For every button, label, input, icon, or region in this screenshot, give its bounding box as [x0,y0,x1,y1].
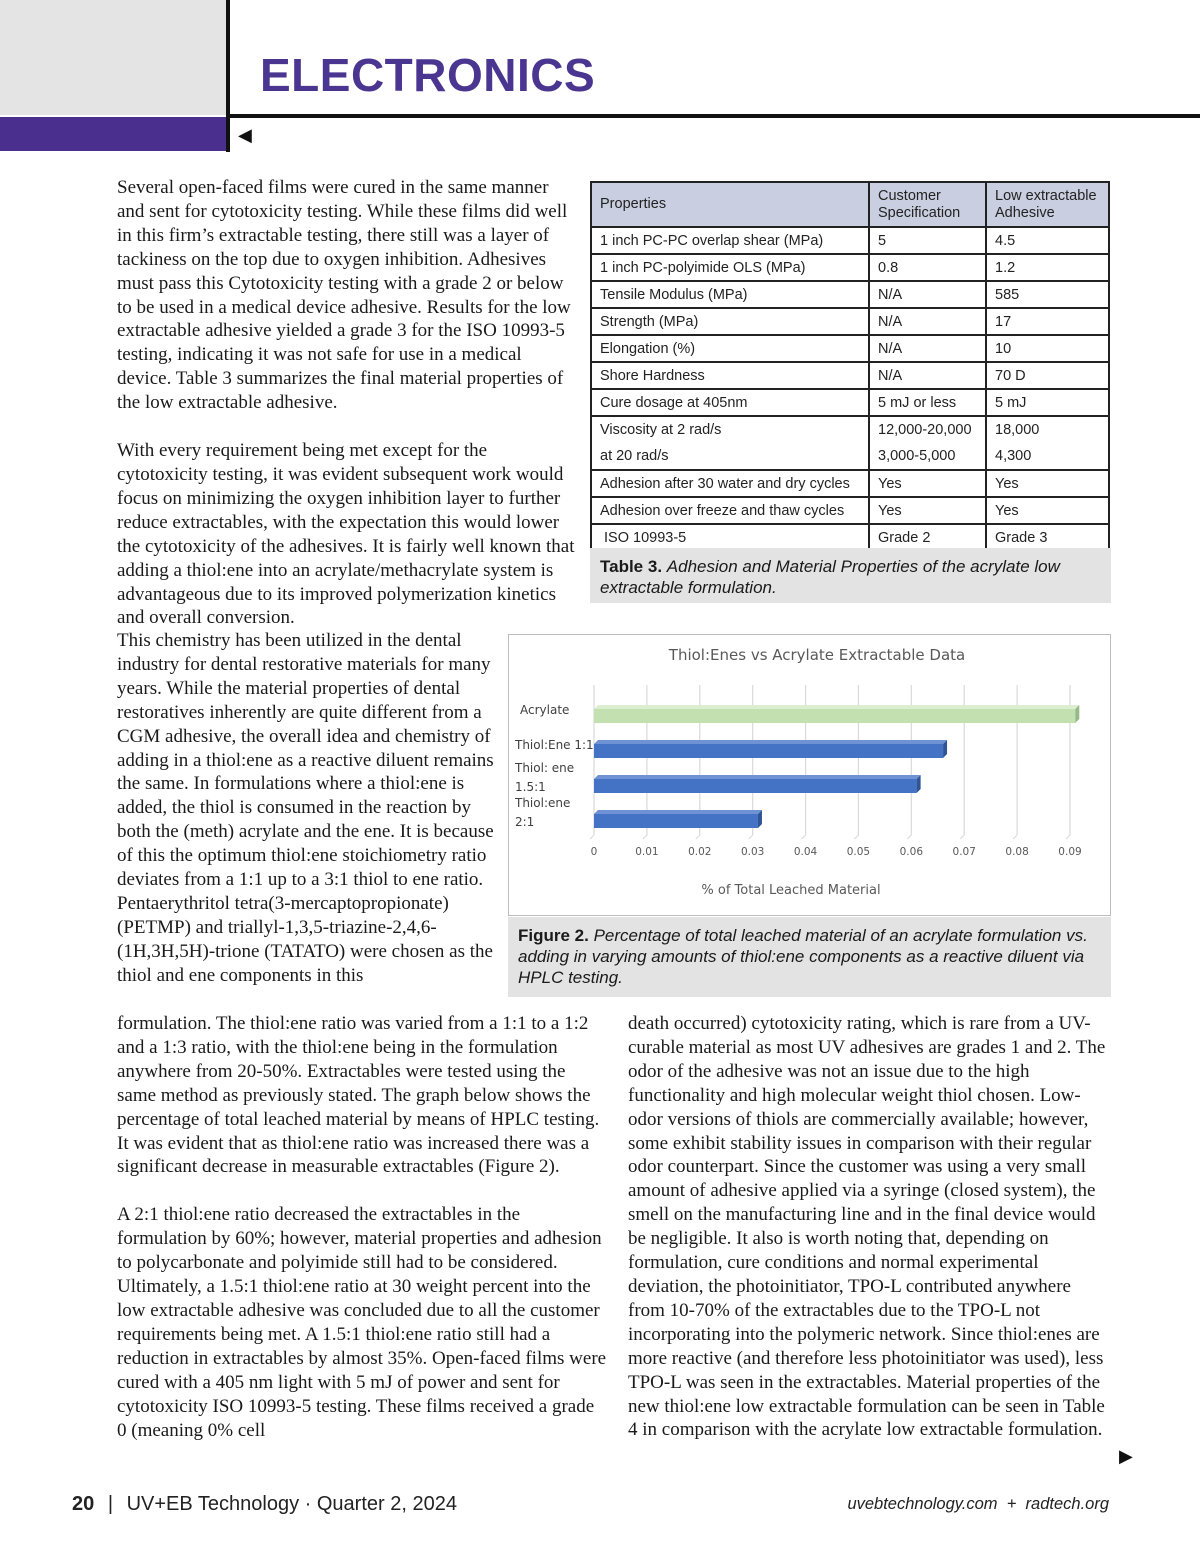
page-number: 20 [72,1493,95,1515]
caption-text: Percentage of total leached material of an acrylate formulation vs. adding in varying amounts of thiol:ene components as a reactive diluent via HPLC testing. [518,926,1088,987]
publication-name: UV+EB Technology · Quarter 2, 2024 [126,1493,457,1515]
header-divider-horizontal [226,114,1200,118]
table-row [591,335,1109,362]
table-cell: Adhesion after 30 water and dry cycles [591,470,869,497]
x-tick-label: 0.01 [635,846,659,858]
body-column-left-bottom [117,1012,607,1442]
table-cell: Strength (MPa) [591,308,869,335]
table-row [591,362,1109,389]
table-cell: 585 [986,281,1109,308]
body-column-left-top [117,176,577,630]
table-header-cell: Customer Specification [869,182,986,227]
bar [594,709,1075,723]
paragraph: formulation. The thiol:ene ratio was varied from a 1:1 to a 1:2 and a 1:3 ratio, with the thiol:ene being in the formulation anywhere from 20-50%. Extractables were tested using the same method as previously stated. The graph below shows the percentage of total leached material by means of HPLC testing. It was evident that as thiol:ene ratio was increased there was a significant decrease in measurable extractables (Figure 2). [117,1013,600,1178]
category-label: Thiol:Ene 1:1 [515,738,594,752]
bar-top [594,775,921,779]
figure-2-chart [508,634,1111,916]
x-tick-label: 0.08 [1005,846,1029,858]
grid-line [960,835,964,839]
table-cell: Adhesion over freeze and thaw cycles [591,497,869,524]
grid-line [749,835,753,839]
table-cell: 3,000-5,000 [869,443,986,470]
table-cell: Grade 2 [869,524,986,551]
grid-line [907,835,911,839]
x-axis-label: % of Total Leached Material [701,883,881,898]
x-tick-label: 0.05 [846,846,871,858]
table-caption [590,548,1111,603]
table-header-row [591,182,1109,227]
table-row [591,227,1109,254]
table-cell: ISO 10993-5 [591,524,869,551]
header-purple-bar [0,117,226,151]
bar-top [594,810,762,814]
table-row [591,470,1109,497]
table-cell: N/A [869,335,986,362]
table-cell: 5 mJ or less [869,389,986,416]
grid-line [643,835,647,839]
table-cell: at 20 rad/s [591,443,869,470]
table-cell: 1 inch PC-polyimide OLS (MPa) [591,254,869,281]
back-arrow-icon: ◀ [238,125,252,146]
x-tick-label: 0 [590,846,598,858]
table-cell: Cure dosage at 405nm [591,389,869,416]
grid-line [1066,835,1070,839]
header-gray-block [0,0,226,115]
table-cell: 10 [986,335,1109,362]
grid-line [854,835,858,839]
category-label: Thiol:ene 2:1 [515,796,571,829]
caption-label: Table 3. [600,557,663,576]
table-cell: Tensile Modulus (MPa) [591,281,869,308]
table-row [591,308,1109,335]
table-cell: Shore Hardness [591,362,869,389]
category-label: Thiol: ene 1.5:1 [515,761,575,794]
table-cell: Grade 3 [986,524,1109,551]
table-row [591,524,1109,551]
bar-top [594,740,947,744]
paragraph: death occurred) cytotoxicity rating, which is rare from a UV-curable material as most UV adhesives are grades 1 and 2. The odor of the adhesive was not an issue due to the high functionality and high molecular weight thiol chosen. Low-odor versions of thiols are commercially available; however, some exhibit stability issues in comparison with their regular odor counterpart. Since the customer was using a very small amount of adhesive applied via a syringe (closed system), the smell on the manufacturing line and in the final device would be negligible. It also is worth noting that, depending on formulation, cure conditions and normal experimental deviation, the photoinitiator, TPO-L contributed anywhere from 10-70% of the extractables due to the TPO-L not incorporating into the polymeric network. Since thiol:enes are more reactive (and therefore less photoinitiator was used), less TPO-L was seen in the extractables. Material properties of the new thiol:ene low extractable formulation can be seen in Table 4 in comparison with the acrylate low extractable formulation. [628,1013,1106,1441]
table-row [591,497,1109,524]
table-header-cell: Properties [591,182,869,227]
grid-line [802,835,806,839]
table-3 [590,181,1110,552]
continue-arrow-icon: ▶ [1119,1446,1133,1467]
table-cell: 12,000-20,000 [869,416,986,443]
table-cell: 17 [986,308,1109,335]
grid-line [696,835,700,839]
table-cell: 4,300 [986,443,1109,470]
table-row [591,254,1109,281]
table-cell: 4.5 [986,227,1109,254]
table-cell: Elongation (%) [591,335,869,362]
footer-separator: | [107,1493,114,1515]
paragraph: With every requirement being met except for the cytotoxicity testing, it was evident subsequent work would focus on minimizing the oxygen inhibition layer to further reduce extractables, with the expectation this would lower the cytotoxicity of the adhesives. It is fairly well known that adding a thiol:ene into an acrylate/methacrylate system is advantageous due to its improved polymerization kinetics and overall conversion. [117,440,575,629]
paragraph: Several open-faced films were cured in the same manner and sent for cytotoxicity testing. While these films did well in this firm’s extractable testing, there still was a layer of tackiness on the top due to oxygen inhibition. Adhesives must pass this Cytotoxicity testing with a grade 2 or below to be used in a medical device adhesive. Results for the low extractable adhesive yielded a grade 3 for the ISO 10993-5 testing, indicating it was not safe for use in a medical device. Table 3 summarizes the final material properties of the low extractable adhesive. [117,177,571,414]
x-tick-label: 0.02 [688,846,712,858]
grid-line [590,835,594,839]
caption-text: Adhesion and Material Properties of the acrylate low extractable formulation. [600,557,1060,597]
table-row [591,281,1109,308]
table-cell: 5 [869,227,986,254]
x-tick-label: 0.06 [899,846,924,858]
footer-left [72,1493,457,1516]
body-column-right [628,1012,1110,1442]
bar-chart [509,635,1112,917]
table-row [591,416,1109,443]
table-cell: 70 D [986,362,1109,389]
bar [594,779,917,793]
table-cell: 1.2 [986,254,1109,281]
table-cell: N/A [869,308,986,335]
x-tick-label: 0.07 [952,846,976,858]
header-divider-vertical [226,0,230,152]
table-cell: Viscosity at 2 rad/s [591,416,869,443]
table-cell: N/A [869,362,986,389]
table-cell: N/A [869,281,986,308]
bar-top [594,705,1079,709]
table-row [591,389,1109,416]
table-cell: Yes [986,470,1109,497]
x-tick-label: 0.04 [793,846,818,858]
table-row [591,443,1109,470]
paragraph: A 2:1 thiol:ene ratio decreased the extractables in the formulation by 60%; however, material properties and adhesion to polycarbonate and polyimide still had to be considered. Ultimately, a 1.5:1 thiol:ene ratio at 30 weight percent into the low extractable adhesive was concluded due to all the customer requirements being met. A 1.5:1 thiol:ene ratio still had a reduction in extractables by almost 35%. Open-faced films were cured with a 405 nm light with 5 mJ of power and sent for cytotoxicity ISO 10993-5 testing. These films received a grade 0 (meaning 0% cell [117,1204,607,1441]
table-cell: 0.8 [869,254,986,281]
chart-title: Thiol:Enes vs Acrylate Extractable Data [668,646,966,664]
body-column-wrap [117,629,495,988]
grid-line [1013,835,1017,839]
x-tick-label: 0.03 [740,846,765,858]
table-cell: Yes [869,470,986,497]
paragraph: This chemistry has been utilized in the dental industry for dental restorative materials for many years. While the material properties of dental restoratives inherently are quite different from a CGM adhesive, the overall idea and chemistry of adding in a thiol:ene as a reactive diluent remains the same. In formulations where a thiol:ene is added, the thiol is consumed in the reaction by both the (meth) acrylate and the ene. It is because of this the optimum thiol:ene stoichiometry ratio deviates from a 1:1 up to a 3:1 thiol to ene ratio. Pentaerythritol tetra(3-mercaptopropionate) (PETMP) and triallyl-1,3,5-triazine-2,4,6-(1H,3H,5H)-trione (TATATO) were chosen as the thiol and ene components in this [117,630,494,986]
table-cell: 1 inch PC-PC overlap shear (MPa) [591,227,869,254]
bar [594,814,758,828]
table-cell: 18,000 [986,416,1109,443]
footer-sites: uvebtechnology.com + radtech.org [847,1495,1109,1513]
caption-label: Figure 2. [518,926,589,945]
figure-caption [508,917,1111,997]
category-label: Acrylate [520,703,570,717]
table-header-cell: Low extractable Adhesive [986,182,1109,227]
x-tick-label: 0.09 [1058,846,1082,858]
table-cell: Yes [986,497,1109,524]
section-title: ELECTRONICS [260,49,596,101]
table-cell: 5 mJ [986,389,1109,416]
bar [594,744,943,758]
table-cell: Yes [869,497,986,524]
